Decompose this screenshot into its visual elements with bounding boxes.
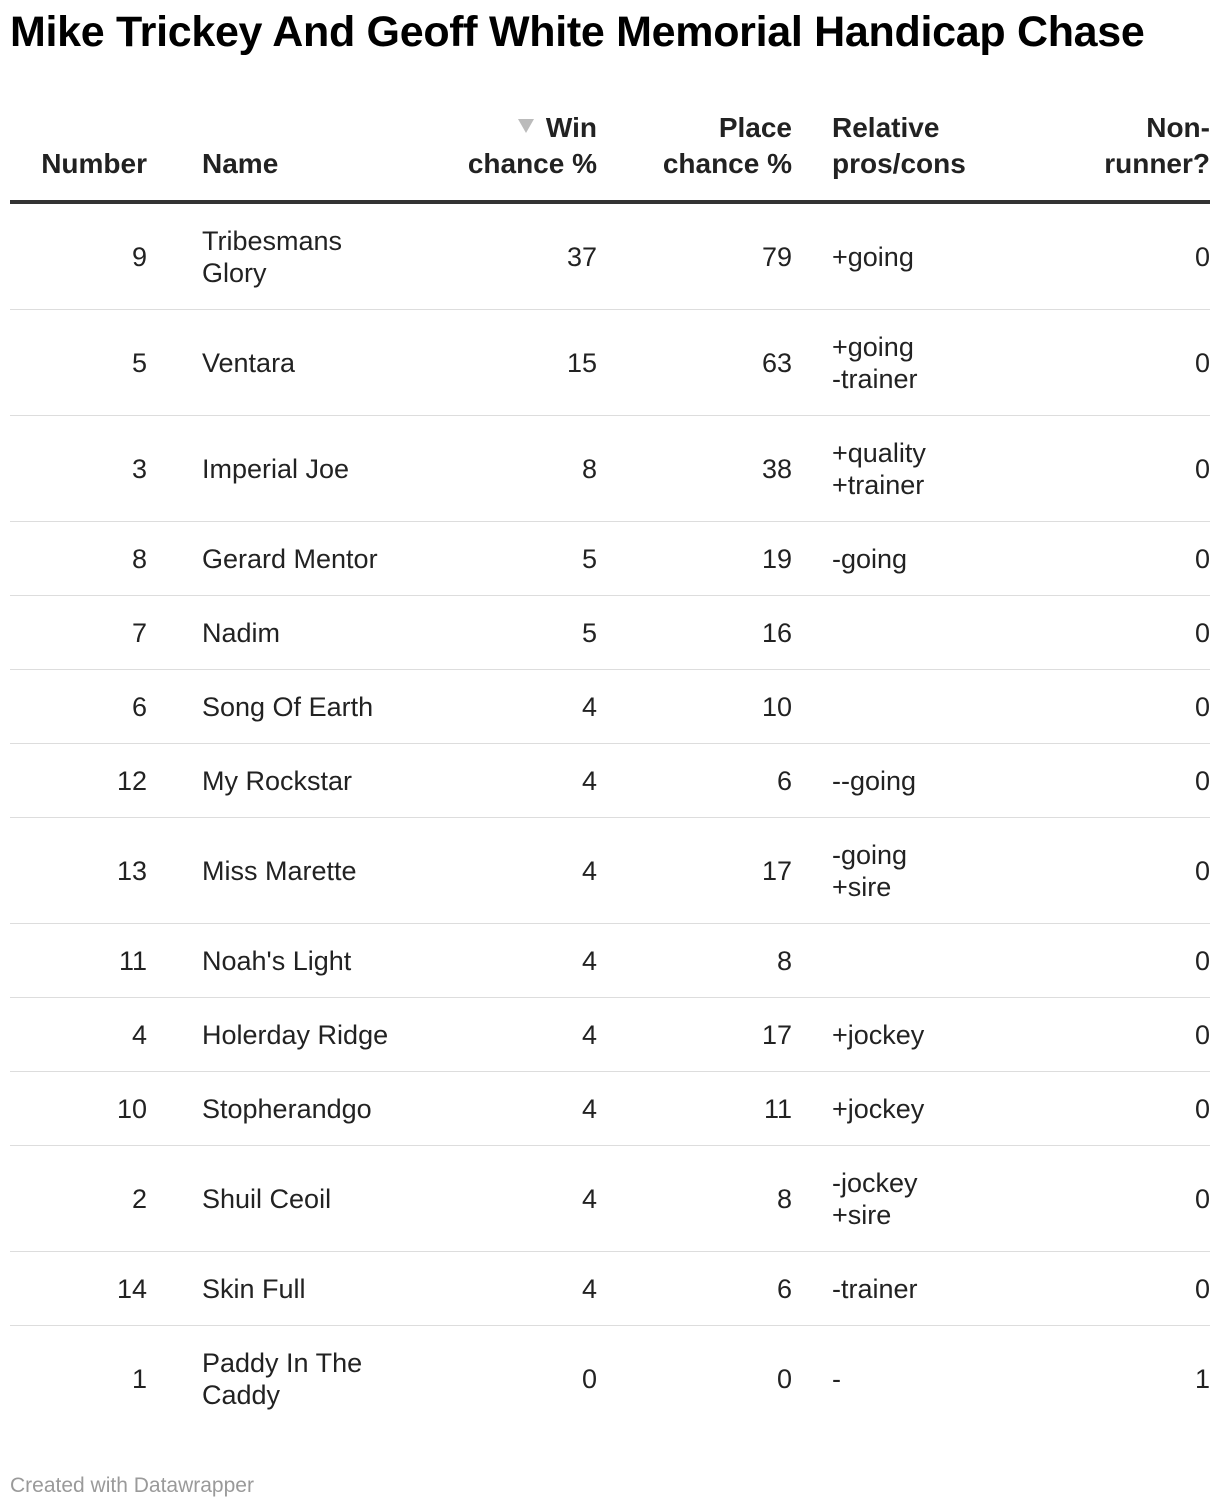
cell-spacer [792, 1326, 832, 1432]
cell-win: 5 [442, 596, 597, 670]
table-row [10, 924, 1210, 998]
relative-tag: +sire [832, 1199, 892, 1230]
cell-place: 17 [597, 998, 792, 1072]
cell-spacer [147, 998, 202, 1072]
triangle-down-icon [518, 119, 534, 133]
relative-tag: +trainer [832, 469, 925, 500]
cell-number: 12 [10, 744, 147, 818]
relative-tag: -trainer [832, 363, 918, 394]
race-table [10, 110, 1210, 1431]
cell-name: Holerday Ridge [202, 998, 442, 1072]
cell-spacer [147, 818, 202, 924]
table-row [10, 744, 1210, 818]
cell-name: Shuil Ceoil [202, 1146, 442, 1252]
cell-number: 5 [10, 310, 147, 416]
cell-spacer [147, 310, 202, 416]
cell-win: 8 [442, 416, 597, 522]
cell-place: 38 [597, 416, 792, 522]
cell-spacer [792, 1072, 832, 1146]
relative-tag: -jockey [832, 1167, 918, 1198]
cell-place: 11 [597, 1072, 792, 1146]
cell-name: Gerard Mentor [202, 522, 442, 596]
cell-spacer [147, 596, 202, 670]
table-row [10, 1252, 1210, 1326]
cell-nonrunner: 0 [1062, 924, 1210, 998]
cell-win: 37 [442, 202, 597, 310]
cell-number: 4 [10, 998, 147, 1072]
relative-tag: +jockey [832, 1093, 925, 1124]
cell-name: Stopherandgo [202, 1072, 442, 1146]
cell-win: 15 [442, 310, 597, 416]
cell-win: 4 [442, 1252, 597, 1326]
cell-nonrunner: 0 [1062, 670, 1210, 744]
cell-spacer [792, 202, 832, 310]
column-header-nonrunner[interactable]: Non- runner? [1062, 110, 1210, 202]
column-header-name[interactable]: Name [202, 110, 442, 202]
relative-tag: +quality [832, 437, 926, 468]
cell-name: Imperial Joe [202, 416, 442, 522]
cell-win: 0 [581, 1363, 597, 1394]
cell-nonrunner: 0 [1062, 416, 1210, 522]
table-row [10, 202, 1210, 310]
cell-win: 4 [442, 818, 597, 924]
cell-nonrunner: 0 [1062, 818, 1210, 924]
cell-place: 79 [597, 202, 792, 310]
cell-nonrunner: 0 [1062, 202, 1210, 310]
cell-win: 4 [442, 924, 597, 998]
cell-spacer [147, 924, 202, 998]
chart-title: Mike Trickey And Geoff White Memorial Handicap Chase [10, 8, 1145, 56]
cell-relative [832, 998, 1062, 1072]
relative-tag: +going [832, 331, 914, 362]
cell-win: 5 [442, 522, 597, 596]
cell-nonrunner: 0 [1062, 744, 1210, 818]
table-row [10, 416, 1210, 522]
cell-spacer [792, 744, 832, 818]
cell-place: 8 [597, 924, 792, 998]
relative-tag: -trainer [832, 1273, 918, 1304]
cell-relative [832, 202, 1062, 310]
cell-name: Noah's Light [202, 924, 442, 998]
cell-spacer [147, 522, 202, 596]
cell-spacer [792, 416, 832, 522]
cell-place: 0 [776, 1363, 792, 1394]
cell-relative [832, 670, 1062, 744]
cell-relative [832, 310, 1062, 416]
cell-relative [832, 1326, 1062, 1432]
cell-win: 4 [442, 998, 597, 1072]
cell-number: 2 [10, 1146, 147, 1252]
cell-place: 19 [597, 522, 792, 596]
cell-relative [832, 744, 1062, 818]
cell-spacer [792, 596, 832, 670]
cell-spacer [147, 744, 202, 818]
cell-number: 11 [10, 924, 147, 998]
cell-relative [832, 522, 1062, 596]
cell-relative [832, 1252, 1062, 1326]
cell-nonrunner: 0 [1062, 1072, 1210, 1146]
table-row [10, 998, 1210, 1072]
cell-relative [832, 1072, 1062, 1146]
cell-win: 4 [442, 744, 597, 818]
relative-tag: +sire [832, 871, 892, 902]
credit-footer[interactable]: Created with Datawrapper [10, 1474, 254, 1497]
cell-name: Skin Full [202, 1252, 442, 1326]
cell-spacer [792, 924, 832, 998]
cell-nonrunner: 0 [1062, 522, 1210, 596]
cell-number: 13 [10, 818, 147, 924]
column-header-number[interactable]: Number [10, 110, 147, 202]
cell-spacer [792, 998, 832, 1072]
cell-nonrunner: 0 [1062, 998, 1210, 1072]
table-row [10, 1072, 1210, 1146]
cell-place: 63 [597, 310, 792, 416]
cell-relative [832, 596, 1062, 670]
cell-spacer [147, 1146, 202, 1252]
table-row [10, 310, 1210, 416]
cell-name: Song Of Earth [202, 670, 442, 744]
relative-tag: +jockey [832, 1019, 925, 1050]
cell-win: 4 [442, 1146, 597, 1252]
cell-number: 1 [131, 1363, 147, 1394]
cell-win: 4 [442, 670, 597, 744]
cell-relative [832, 924, 1062, 998]
column-header-place[interactable]: Place chance % [597, 110, 792, 202]
cell-number: 8 [10, 522, 147, 596]
cell-spacer [792, 670, 832, 744]
table-row [10, 670, 1210, 744]
relative-tag: -going [832, 543, 908, 574]
cell-spacer [792, 1146, 832, 1252]
cell-number: 10 [10, 1072, 147, 1146]
cell-number: 7 [10, 596, 147, 670]
relative-tag: - [832, 1363, 841, 1394]
column-header-relative[interactable]: Relative pros/cons [832, 110, 1062, 202]
cell-number: 6 [10, 670, 147, 744]
cell-spacer [147, 1072, 202, 1146]
relative-tag: +going [832, 241, 914, 272]
cell-spacer [792, 310, 832, 416]
cell-spacer [792, 522, 832, 596]
cell-name: Ventara [202, 310, 442, 416]
header-row [10, 110, 1210, 202]
cell-number: 9 [10, 202, 147, 310]
cell-place: 16 [597, 596, 792, 670]
table-row [10, 1326, 1210, 1432]
cell-win: 4 [442, 1072, 597, 1146]
table-row [10, 818, 1210, 924]
cell-spacer [147, 202, 202, 310]
table-row [10, 522, 1210, 596]
cell-spacer [147, 670, 202, 744]
cell-number: 14 [10, 1252, 147, 1326]
cell-spacer [147, 416, 202, 522]
cell-nonrunner: 0 [1062, 596, 1210, 670]
table-body [10, 202, 1210, 1431]
column-header-win[interactable]: Win chance % [442, 110, 597, 202]
cell-relative [832, 1146, 1062, 1252]
cell-spacer [792, 1252, 832, 1326]
cell-name: Tribesmans Glory [202, 202, 442, 310]
cell-relative [832, 416, 1062, 522]
cell-place: 17 [597, 818, 792, 924]
cell-name: Miss Marette [202, 818, 442, 924]
cell-spacer [147, 1252, 202, 1326]
cell-relative [832, 818, 1062, 924]
cell-nonrunner: 0 [1062, 310, 1210, 416]
cell-place: 6 [597, 1252, 792, 1326]
cell-nonrunner: 1 [1194, 1363, 1210, 1394]
cell-spacer [792, 818, 832, 924]
table-row [10, 596, 1210, 670]
cell-place: 6 [597, 744, 792, 818]
cell-name: Paddy In The Caddy [202, 1347, 363, 1410]
cell-nonrunner: 0 [1062, 1146, 1210, 1252]
cell-name: My Rockstar [202, 744, 442, 818]
cell-number: 3 [10, 416, 147, 522]
relative-tag: --going [832, 765, 917, 796]
cell-nonrunner: 0 [1062, 1252, 1210, 1326]
cell-place: 8 [597, 1146, 792, 1252]
relative-tag: -going [832, 839, 908, 870]
cell-place: 10 [597, 670, 792, 744]
table-row [10, 1146, 1210, 1252]
cell-spacer [147, 1326, 202, 1432]
cell-name: Nadim [202, 596, 442, 670]
